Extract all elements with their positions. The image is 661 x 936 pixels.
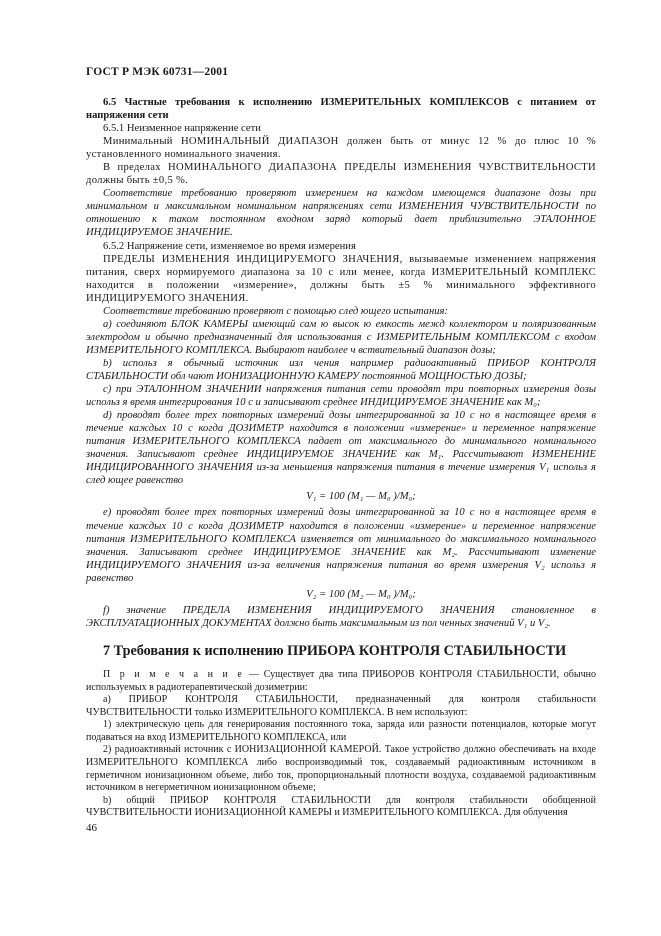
note-label: П р и м е ч а н и е [103, 668, 245, 680]
list-item: 1) электрическую цепь для генерирования постоянного тока, заряда или разности потенциалов, которые могут подаваться на вход ИЗМЕРИТЕЛЬНОГО КОМПЛЕКСА, или [86, 719, 596, 743]
list-item: a) соединяют БЛОК КАМЕРЫ имеющий сам ю высок ю емкость межд коллектором и поляризованным электродом и обычно предназначенный для использования с ИЗМЕРИТЕЛЬНЫМ КОМПЛЕКСОМ с входом ИЗМЕРИТЕЛЬНОГО КОМПЛЕКСА. Выбирают наиболее ч вствительный диапазон дозы; [86, 318, 596, 356]
document-body [86, 96, 596, 820]
paragraph: В пределах НОМИНАЛЬНОГО ДИАПАЗОНА ПРЕДЕЛЫ ИЗМЕНЕНИЯ ЧУВСТВИТЕЛЬНОСТИ должны быть ±0,5 %. [86, 162, 596, 187]
formula: V₁ = 100 (M₁ — M₀ )/M₀; [306, 491, 416, 503]
paragraph: ПРЕДЕЛЫ ИЗМЕНЕНИЯ ИНДИЦИРУЕМОГО ЗНАЧЕНИЯ, вызываемые изменением напряжения питания, сверх нормируемого диапазона за 10 с или менее, когда ИЗМЕРИТЕЛЬНЫЙ КОМПЛЕКС находится в положении «измерение», должны быть ±5 % минимального эффективного ИНДИЦИРУЕМОГО ЗНАЧЕНИЯ. [86, 253, 596, 304]
section-7-title: 7 Требования к исполнению ПРИБОРА КОНТРОЛЯ СТАБИЛЬНОСТИ [103, 642, 567, 659]
list-item: 2) радиоактивный источник с ИОНИЗАЦИОННОЙ КАМЕРОЙ. Такое устройство должно обеспечивать на входе ИЗМЕРИТЕЛЬНОГО КОМПЛЕКСА либо воспроизводимый ток, создаваемый радиоактивным источником в герметичном ионизационном объеме, либо ток, пропорциональный плотности воздуха, создаваемой радиоактивным источником в негерметичном ионизационном объеме; [86, 744, 596, 794]
document-header: ГОСТ Р МЭК 60731—2001 [86, 66, 229, 78]
list-item: a) ПРИБОР КОНТРОЛЯ СТАБИЛЬНОСТИ, предназначенный для контроля стабильности ЧУВСТВИТЕЛЬНОСТИ только ИЗМЕРИТЕЛЬНОГО КОМПЛЕКСА. В нем используют: [86, 694, 596, 718]
paragraph: Минимальный НОМИНАЛЬНЫЙ ДИАПАЗОН должен быть от минус 12 % до плюс 10 % установленного номинального значения. [86, 136, 596, 161]
note [86, 669, 596, 694]
page-number: 46 [86, 822, 97, 834]
list-item: b) использ я обычный источник изл чения например радиоактивный ПРИБОР КОНТРОЛЯ СТАБИЛЬНОСТИ обл чают ИОНИЗАЦИОННУЮ КАМЕРУ постоянной МОЩНОСТЬЮ ДОЗЫ; [86, 357, 596, 382]
list-item: d) проводят более трех повторных измерений дозы интегрированной за 10 с но в настоящее время в течение каждых 10 с когда ДОЗИМЕТР находится в положении «измерение» и переменное напряжение питания ИЗМЕРИТЕЛЬНОГО КОМПЛЕКСА падает от максимального до минимального номинального значения. Записывают среднее ИНДИЦИРУЕМОЕ ЗНАЧЕНИЕ как M₁. Рассчитывают ИЗМЕНЕНИЕ ИНДИЦИРОВАННОГО ЗНАЧЕНИЯ из-за меньшения напряжения питания в течение измерения V₁ использ я след ющее равенство [86, 410, 596, 487]
note-text: — Существует два типа ПРИБОРОВ КОНТРОЛЯ СТАБИЛЬНОСТИ, обычно используемых в радиотерапевтической дозиметрии: [86, 668, 596, 693]
section-6-5-2-title: 6.5.2 Напряжение сети, изменяемое во время измерения [103, 240, 356, 252]
paragraph: Соответствие требованию проверяют с помощью след ющего испытания: [103, 305, 448, 317]
list-item: e) проводят более трех повторных измерений дозы интегрированной за 10 с но в настоящее время в течение каждых 10 с когда ДОЗИМЕТР находится в положении «измерение» и переменное напряжение питания ИЗМЕРИТЕЛЬНОГО КОМПЛЕКСА изменяется от минимального до максимального номинального значения. Записывают среднее ИНДИЦИРУЕМОЕ ЗНАЧЕНИЕ как M₂. Рассчитывают изменение ИНДИЦИРУЕМОГО ЗНАЧЕНИЯ из-за величения напряжения питания во время измерения V₂ использ я равенство [86, 507, 596, 584]
paragraph: Соответствие требованию проверяют измерением на каждом имеющемся диапазоне дозы при минимальном и максимальном номинальном напряжениях сети ИЗМЕНЕНИЯ ЧУВСТВИТЕЛЬНОСТИ по отношению к таком постоянном входном заряд который дает приблизительно ЭТАЛОННОЕ ИНДИЦИРУЕМОЕ ЗНАЧЕНИЕ. [86, 188, 596, 239]
section-6-5-1-title: 6.5.1 Неизменное напряжение сети [103, 123, 261, 135]
formula: V₂ = 100 (M₂ — M₀ )/M₀; [306, 588, 416, 600]
list-item: b) общий ПРИБОР КОНТРОЛЯ СТАБИЛЬНОСТИ для контроля стабильности обобщенной ЧУВСТВИТЕЛЬНОСТИ ИОНИЗАЦИОННОЙ КАМЕРЫ и ИЗМЕРИТЕЛЬНОГО КОМПЛЕКСА. Для облучения [86, 794, 596, 819]
section-6-5-title: 6.5 Частные требования к исполнению ИЗМЕРИТЕЛЬНЫХ КОМПЛЕКСОВ с питанием от напряжения сети [86, 97, 596, 122]
list-item: c) при ЭТАЛОННОМ ЗНАЧЕНИИ напряжения питания сети проводят три повторных измерения дозы использ я время интегрирования 10 с и записывают среднее ИНДИЦИРУЕМОЕ ЗНАЧЕНИЕ как M₀; [86, 384, 596, 409]
list-item: f) значение ПРЕДЕЛА ИЗМЕНЕНИЯ ИНДИЦИРУЕМОГО ЗНАЧЕНИЯ становленное в ЭКСПЛУАТАЦИОННЫХ ДОКУМЕНТАХ должно быть максимальным из пол ченных значений V₁ и V₂. [86, 604, 596, 629]
